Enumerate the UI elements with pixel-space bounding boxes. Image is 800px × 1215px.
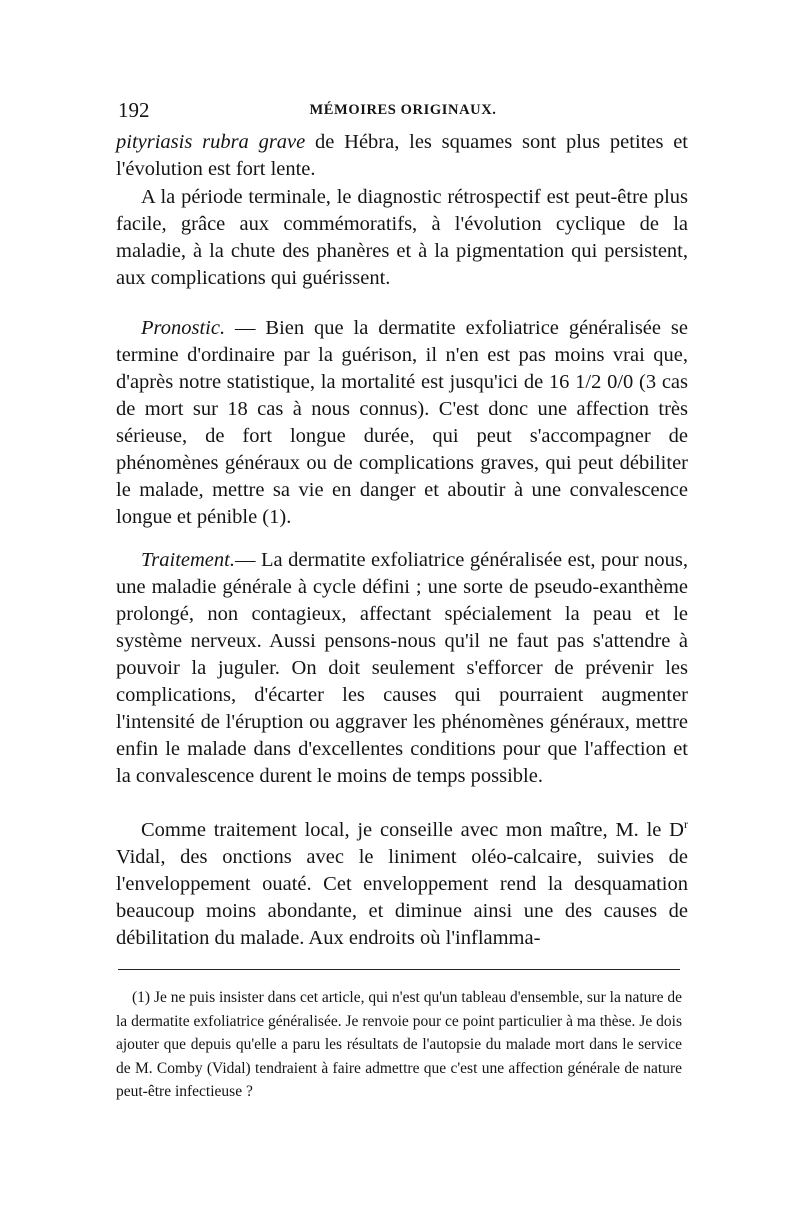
superscript-r: r bbox=[684, 817, 688, 832]
section-heading-pronostic: Pronostic. bbox=[141, 317, 226, 339]
running-head: MÉMOIRES ORIGINAUX. bbox=[309, 102, 497, 118]
footnote-divider bbox=[118, 969, 680, 970]
paragraph-traitement-text: — La dermatite exfoliatrice généralisée est, pour nous, une maladie générale à cycle défini ; une sorte de pseudo-exanthème prolongé, non contagieux, affectant spécialement la peau et le système nerveux. Aussi pensons-nous qu'il ne faut pas s'attendre à pouvoir la juguler. On doit seulement s'efforcer de prévenir les complications, d'écarter les causes qui pourraient augmenter l'intensité de l'éruption ou aggraver les phénomènes généraux, mettre enfin le malade dans d'excellentes conditions pour que l'affection et la convalescence durent le moins de temps possible. bbox=[116, 549, 688, 787]
paragraph-1 bbox=[116, 129, 688, 183]
paragraph-1-text: de Hébra, les squames sont plus petites et l'évolution est fort lente. bbox=[116, 131, 689, 180]
paragraph-5-text-end: Vidal, des onctions avec le liniment oléo-calcaire, suivies de l'enveloppement ouaté. Cet enveloppement rend la desquamation beaucoup moins abondante, et diminue ainsi une des causes de débilitation du malade. Aux endroits où l'inflamma- bbox=[116, 846, 688, 949]
section-heading-traitement: Traitement. bbox=[141, 549, 235, 571]
page-header bbox=[118, 98, 688, 122]
paragraph-pronostic bbox=[116, 315, 688, 531]
paragraph-traitement bbox=[116, 547, 688, 790]
italic-term: pityriasis rubra grave bbox=[116, 131, 306, 153]
paragraph-2 bbox=[116, 184, 688, 292]
paragraph-pronostic-text: — Bien que la dermatite exfoliatrice généralisée se termine d'ordinaire par la guérison, il n'en est pas moins vrai que, d'après notre statistique, la mortalité est jusqu'ici de 16 1/2 0/0 (3 cas de mort sur 18 cas à nous connus). C'est donc une affection très sérieuse, de fort longue durée, qui peut s'accompagner de phénomènes généraux ou de complications graves, qui peut débiliter le malade, mettre sa vie en danger et aboutir à une convalescence longue et pénible (1). bbox=[116, 317, 688, 528]
page-number: 192 bbox=[118, 98, 150, 122]
paragraph-5-text-start: Comme traitement local, je conseille avec mon maître, M. le D bbox=[141, 819, 684, 841]
paragraph-5 bbox=[116, 817, 688, 952]
paragraph-2-text: A la période terminale, le diagnostic rétrospectif est peut-être plus facile, grâce aux commémoratifs, à l'évolution cyclique de la maladie, à la chute des phanères et à la pigmentation qui persistent, aux complications qui guérissent. bbox=[116, 186, 688, 289]
footnote: (1) Je ne puis insister dans cet article, qui n'est qu'un tableau d'ensemble, sur la nature de la dermatite exfoliatrice généralisée. Je renvoie pour ce point particulier à ma thèse. Je dois ajouter que depuis qu'elle a paru les résultats de l'autopsie du malade mort dans le service de M. Comby (Vidal) tendraient à faire admettre que c'est une affection générale de nature peut-être infectieuse ? bbox=[116, 989, 682, 1100]
